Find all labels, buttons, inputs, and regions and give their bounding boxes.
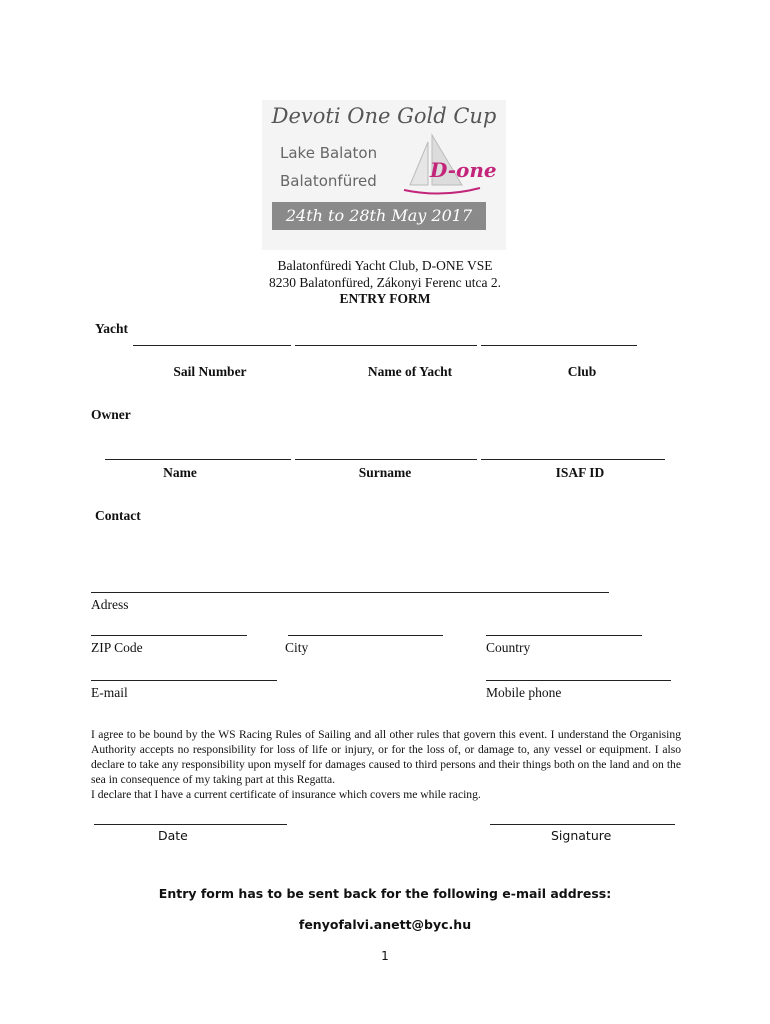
address-line[interactable] (91, 592, 609, 593)
club-label: Club (567, 364, 597, 379)
logo-dates: 24th to 28th May 2017 (272, 202, 486, 230)
mobile-line[interactable] (486, 680, 671, 681)
logo-brand: D-one (430, 158, 497, 182)
country-line[interactable] (486, 635, 642, 636)
event-logo (262, 100, 506, 250)
yacht-name-label: Name of Yacht (367, 364, 453, 379)
owner-surname-label: Surname (358, 465, 412, 480)
signature-line[interactable] (490, 824, 675, 825)
date-line[interactable] (94, 824, 287, 825)
return-email[interactable]: fenyofalvi.anett@byc.hu (298, 917, 472, 932)
isaf-id-line[interactable] (481, 459, 665, 460)
yacht-name-line[interactable] (295, 345, 477, 346)
form-title: ENTRY FORM (339, 291, 431, 306)
owner-heading: Owner (91, 407, 131, 422)
owner-name-label: Name (163, 465, 197, 480)
logo-line-2: Balatonfüred (280, 172, 377, 190)
club-name: Balatonfüredi Yacht Club, D-ONE VSE (277, 258, 493, 273)
club-line[interactable] (481, 345, 637, 346)
city-line[interactable] (288, 635, 443, 636)
country-label: Country (486, 640, 531, 655)
yacht-heading: Yacht (95, 321, 128, 336)
logo-line-1: Lake Balaton (280, 144, 378, 162)
logo-title: Devoti One Gold Cup (271, 104, 497, 128)
owner-surname-line[interactable] (295, 459, 477, 460)
contact-heading: Contact (95, 508, 141, 523)
owner-name-line[interactable] (105, 459, 291, 460)
email-line[interactable] (91, 680, 277, 681)
agreement-text (91, 727, 681, 802)
mobile-label: Mobile phone (486, 685, 562, 700)
zip-line[interactable] (91, 635, 247, 636)
agreement-paragraph: I agree to be bound by the WS Racing Rules of Sailing and all other rules that govern this event. I understand the Organising Authority accepts no responsibility for loss of life or injury, or for the loss of, or damage to, any vessel or equipment. I also declare to take any responsibility upon myself for damages caused to third persons and their things both on the land and on the sea in consequence of my taking part at this Regatta. (91, 728, 681, 786)
club-address: 8230 Balatonfüred, Zákonyi Ferenc utca 2. (268, 275, 502, 290)
sail-number-label: Sail Number (173, 364, 247, 379)
insurance-declaration: I declare that I have a current certificate of insurance which covers me while racing. (91, 788, 481, 801)
zip-label: ZIP Code (91, 640, 143, 655)
sail-number-line[interactable] (133, 345, 291, 346)
signature-label: Signature (551, 828, 612, 843)
isaf-id-label: ISAF ID (555, 465, 605, 480)
return-instruction: Entry form has to be sent back for the following e-mail address: (158, 886, 612, 901)
email-label: E-mail (91, 685, 128, 700)
date-label: Date (158, 828, 188, 843)
city-label: City (285, 640, 309, 655)
page-number: 1 (381, 949, 389, 963)
address-label: Adress (91, 597, 129, 612)
